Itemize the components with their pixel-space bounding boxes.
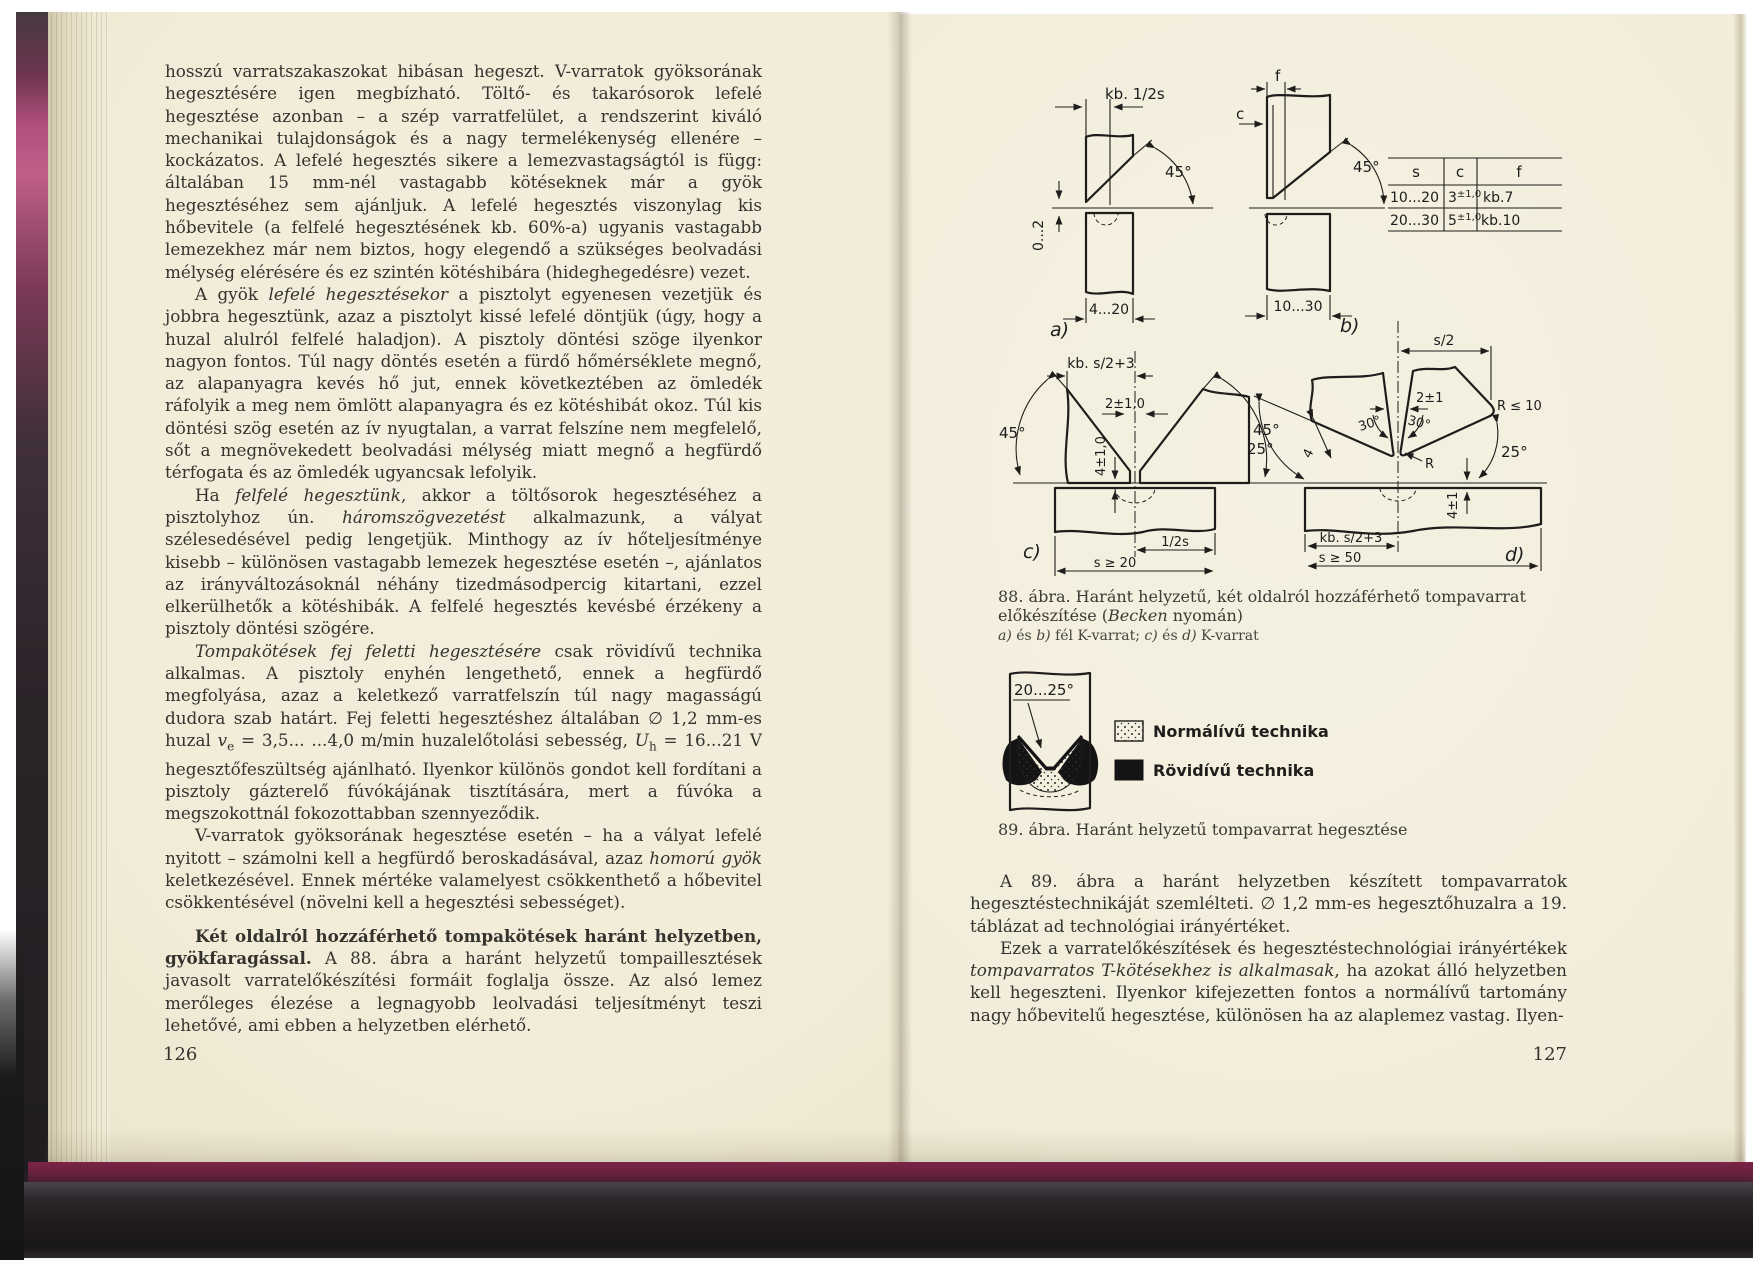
- page-edge-stack: [46, 12, 110, 1170]
- dim-label: s ≥ 50: [1318, 551, 1362, 566]
- table-header: f: [1516, 163, 1522, 181]
- left-page-text: [165, 60, 762, 1036]
- text-run: a): [998, 628, 1012, 644]
- right-page-text: [970, 870, 1567, 1026]
- text-run: fél K-varrat;: [1050, 628, 1145, 644]
- paragraph: [970, 870, 1567, 937]
- text-run: Tompakötések fej feletti hegesztésére: [195, 640, 542, 661]
- text-run: h: [648, 739, 657, 754]
- fig89-legend: [1115, 721, 1329, 780]
- table-cell: $5^{\pm 1,0}$: [1448, 212, 1482, 229]
- text-run: K-varrat: [1196, 628, 1259, 644]
- paragraph: [970, 937, 1567, 1026]
- figure-88-diagram: [955, 55, 1615, 575]
- legend-label: Normálívű technika: [1153, 722, 1329, 741]
- text-run: Ezek a varratelőkészítések és hegesztéstechnológiai irányértékek: [1000, 937, 1567, 958]
- table-cell: kb.10: [1481, 213, 1521, 229]
- dim-label: s ≥ 20: [1093, 556, 1137, 571]
- legend-swatch-short-arc: [1115, 760, 1143, 780]
- legend-swatch-normal-arc: [1115, 721, 1143, 741]
- text-run: Két oldalról hozzáférhető tompakötések haránt helyzetben, gyökfaragással.: [165, 925, 762, 968]
- text-run: , ha azokat álló helyzetben kell hegeszteni. Ilyenkor kifejezetten fontos a normálívű tartomány nagy hőbevitelű hegesztése, különösen ha az alaplemez vastag. Ilyen-: [970, 960, 1567, 1025]
- text-run: keletkezésével. Ennek mértéke valamelyest csökkenthető a hőbevitel csökkentésével (növelni kell a hegesztési sebességet).: [165, 870, 762, 913]
- text-run: A 89. ábra a haránt helyzetben készített tompavarratok hegesztéstechnikáját szemlélteti. ∅ 1,2 mm-es hegesztőhuzalra a 19. táblázat ad technológiai irányértéket.: [970, 871, 1567, 936]
- dim-label: s/2: [1433, 333, 1455, 349]
- dim-label: kb. 1/2s: [1105, 85, 1165, 103]
- text-run: Ha: [195, 484, 236, 505]
- text-run: felfelé hegesztünk: [235, 484, 401, 505]
- angle-label: 45°: [1253, 421, 1280, 439]
- text-run: b): [1036, 628, 1051, 644]
- text-run: V-varratok gyöksorának hegesztése esetén – ha a vályat lefelé nyitott – számolni kell a hegfürdő beroskadásával, azaz: [165, 825, 762, 868]
- depth-label: 4±1: [1446, 491, 1461, 519]
- gap-label: 2±1: [1416, 391, 1444, 406]
- paragraph: [165, 925, 762, 1036]
- fig88-sub-c: [999, 351, 1287, 576]
- left-corner-shadow: [0, 930, 24, 1260]
- table-cell: 20...30: [1390, 213, 1439, 229]
- legend-label: Rövidívű technika: [1153, 761, 1315, 780]
- fig88-sub-a: [1031, 85, 1213, 341]
- fig89-cross-section: [1003, 672, 1099, 810]
- gap-label: 2±1,0: [1105, 397, 1145, 412]
- page-number-left: 126: [163, 1044, 198, 1065]
- text-run: háromszögvezetést: [342, 506, 506, 527]
- fig88-table: [1388, 158, 1562, 231]
- angle-label: 45°: [1165, 163, 1192, 181]
- text-run: = 3,5... ...4,0 m/min huzalelőtolási sebesség,: [234, 729, 635, 750]
- radius-label: R: [1425, 457, 1435, 472]
- angle-label: 30°: [1406, 413, 1433, 434]
- thickness-label: 4...20: [1088, 302, 1130, 318]
- sub-label-c: c): [1023, 541, 1041, 563]
- text-run: csak rövidívű technika alkalmas. A pisztoly enyhén lengethető, ennek a hegfürdő megfolyása, azaz a keletkező varratfelszín túl nagy magasságú dudora szab határt. Fej feletti hegesztéshez általában ∅ 1,2 mm-es huzal: [165, 640, 762, 750]
- dim-label: 1/2s: [1161, 535, 1189, 550]
- text-run: d): [1182, 628, 1197, 644]
- dim-label: f: [1275, 67, 1281, 85]
- text-run: előkészítése (: [998, 605, 1109, 625]
- angle-label: 45°: [1353, 158, 1380, 176]
- table-cell: $3^{\pm 1,0}$: [1448, 189, 1482, 206]
- sub-label-a: a): [1050, 319, 1070, 341]
- angle-label: 45°: [999, 424, 1026, 442]
- page-number-right: 127: [1532, 1044, 1567, 1065]
- text-run: A gyök: [195, 283, 269, 304]
- text-run: c): [1144, 628, 1158, 644]
- text-run: alkalmazunk, a vályat szélesedésével pedig lengetjük. Minthogy az ív hőteljesítménye kisebb – különösen vastagabb lemezek hegesztése esetén –, ajánlatos az irányváltozásoknál néhány tizedmásodpercig kitartani, ezzel elkerülhetők a kötéshibák. A felfelé hegesztés kevésbé érzékeny a pisztoly döntési szögére.: [165, 506, 762, 639]
- text-run: és: [1157, 628, 1183, 644]
- dim-label: kb. s/2+3: [1067, 356, 1135, 372]
- table-cell: kb.7: [1483, 190, 1514, 206]
- gap-label: 0...2: [1031, 219, 1047, 251]
- dim-label: 4: [1300, 446, 1318, 461]
- text-run: , akkor a töltősorok hegesztéséhez a pisztolyhoz ún.: [165, 484, 762, 527]
- radius-max-label: R ≤ 10: [1497, 399, 1542, 414]
- text-run: U: [634, 729, 649, 750]
- paragraph: [165, 824, 762, 913]
- fig88-sub-b: [1236, 67, 1385, 337]
- paragraph: [165, 640, 762, 825]
- angle-label: 30°: [1356, 413, 1384, 435]
- text-run: nyomán): [1167, 605, 1244, 625]
- right-page-edge: [1733, 14, 1747, 1166]
- text-run: v: [217, 729, 228, 750]
- angle-label: 25°: [1247, 440, 1274, 458]
- text-run: homorú gyök: [649, 847, 762, 868]
- figure-88-caption: [998, 588, 1598, 625]
- figure-88-subcaption: [998, 628, 1598, 644]
- depth-label: 4±1,0: [1094, 436, 1109, 476]
- angle-label: 25°: [1501, 443, 1528, 461]
- text-run: A 88. ábra a haránt helyzetű tompaillesztések javasolt varratelőkészítési formáit foglalja össze. Az alsó lemez merőleges élezése a legnagyobb leolvadási teljesítményt teszi lehetővé, ami ebben a helyzetben elérhető.: [165, 947, 762, 1035]
- dim-label: c: [1236, 105, 1245, 123]
- text-run: e: [227, 739, 235, 754]
- text-run: és: [1011, 628, 1037, 644]
- text-run: hosszú varratszakaszokat hibásan hegeszt. V-varratok gyöksorának hegesztésére igen megbízható. Töltő- és takarósorok lefelé hegesztése azonban – a szép varratfelület, a rendszerint kiváló mechanikai tulajdonságok és a nagy termelékenység ellenére – kockázatos. A lefelé hegesztés sikere a lemezvastagságtól is függ: általában 15 mm-nél vastagabb kötéseknek már a gyök hegesztéséhez sem ajánljuk. A lefelé hegesztés viszonylag kis hőbevitele (a felfelé hegesztésének kb. 60%-a) ugyanis vastagabb lemezekhez már nem biztos, hogy elegendő a szükséges beolvadási mélység elérésére és ez szintén kötéshibára (hideghegedésre) vezet.: [165, 61, 762, 282]
- paragraph: [165, 60, 762, 283]
- caption-line: [998, 607, 1598, 626]
- figure-89-caption: 89. ábra. Haránt helyzetű tompavarrat hegesztése: [998, 820, 1408, 839]
- paragraph: [165, 283, 762, 484]
- text-run: a pisztolyt egyenesen vezetjük és jobbra hegesztünk, azaz a pisztolyt kissé lefelé döntjük (úgy, hogy a huzal alulról felfelé haladjon). A pisztoly döntési szöge ilyenkor nagyon fontos. Túl nagy döntés esetén a fürdő hőmérséklete megnő, az alapanyagra kevés hő jut, ennek következtében az ömledék ráfolyik a meg nem ömlött alapanyagra és ez kötéshibát okoz. Túl kis döntési szög esetén az ív nyugtalan, a varrat felszíne nem megfelelő, sőt a megnövekedett beolvadási mélység miatt megnő a hegfürdő térfogata és az ömledék ugyancsak lefolyik.: [165, 283, 762, 483]
- caption-line: 88. ábra. Haránt helyzetű, két oldalról hozzáférhető tompavarrat: [998, 587, 1526, 606]
- thickness-label: 10...30: [1273, 299, 1323, 315]
- table-cell: 10...20: [1390, 190, 1439, 206]
- table-header: c: [1455, 163, 1465, 181]
- text-run: = 16...21 V hegesztőfeszültség ajánlható. Ilyenkor különös gondot kell fordítani a pisztoly gázterelő fúvókájának tisztítására, mert a fúvóka a megszokottnál fokozottabban szennyeződik.: [165, 729, 762, 824]
- table-header: s: [1412, 163, 1420, 181]
- book-bottom-shadow: [0, 1182, 1753, 1258]
- figure-89-diagram: [990, 662, 1430, 820]
- angle-label: 20...25°: [1014, 681, 1074, 699]
- sub-label-b: b): [1340, 315, 1360, 337]
- dim-label: kb. s/2+3: [1319, 531, 1383, 546]
- text-run: Becken: [1108, 605, 1168, 625]
- page-gutter-shadow: [888, 12, 912, 1168]
- sub-label-d: d): [1505, 544, 1525, 566]
- paragraph: [165, 484, 762, 640]
- text-run: lefelé hegesztésekor: [268, 283, 449, 304]
- fig88-sub-d: [1247, 321, 1547, 571]
- text-run: tompavarratos T-kötésekhez is alkalmasak: [970, 960, 1335, 981]
